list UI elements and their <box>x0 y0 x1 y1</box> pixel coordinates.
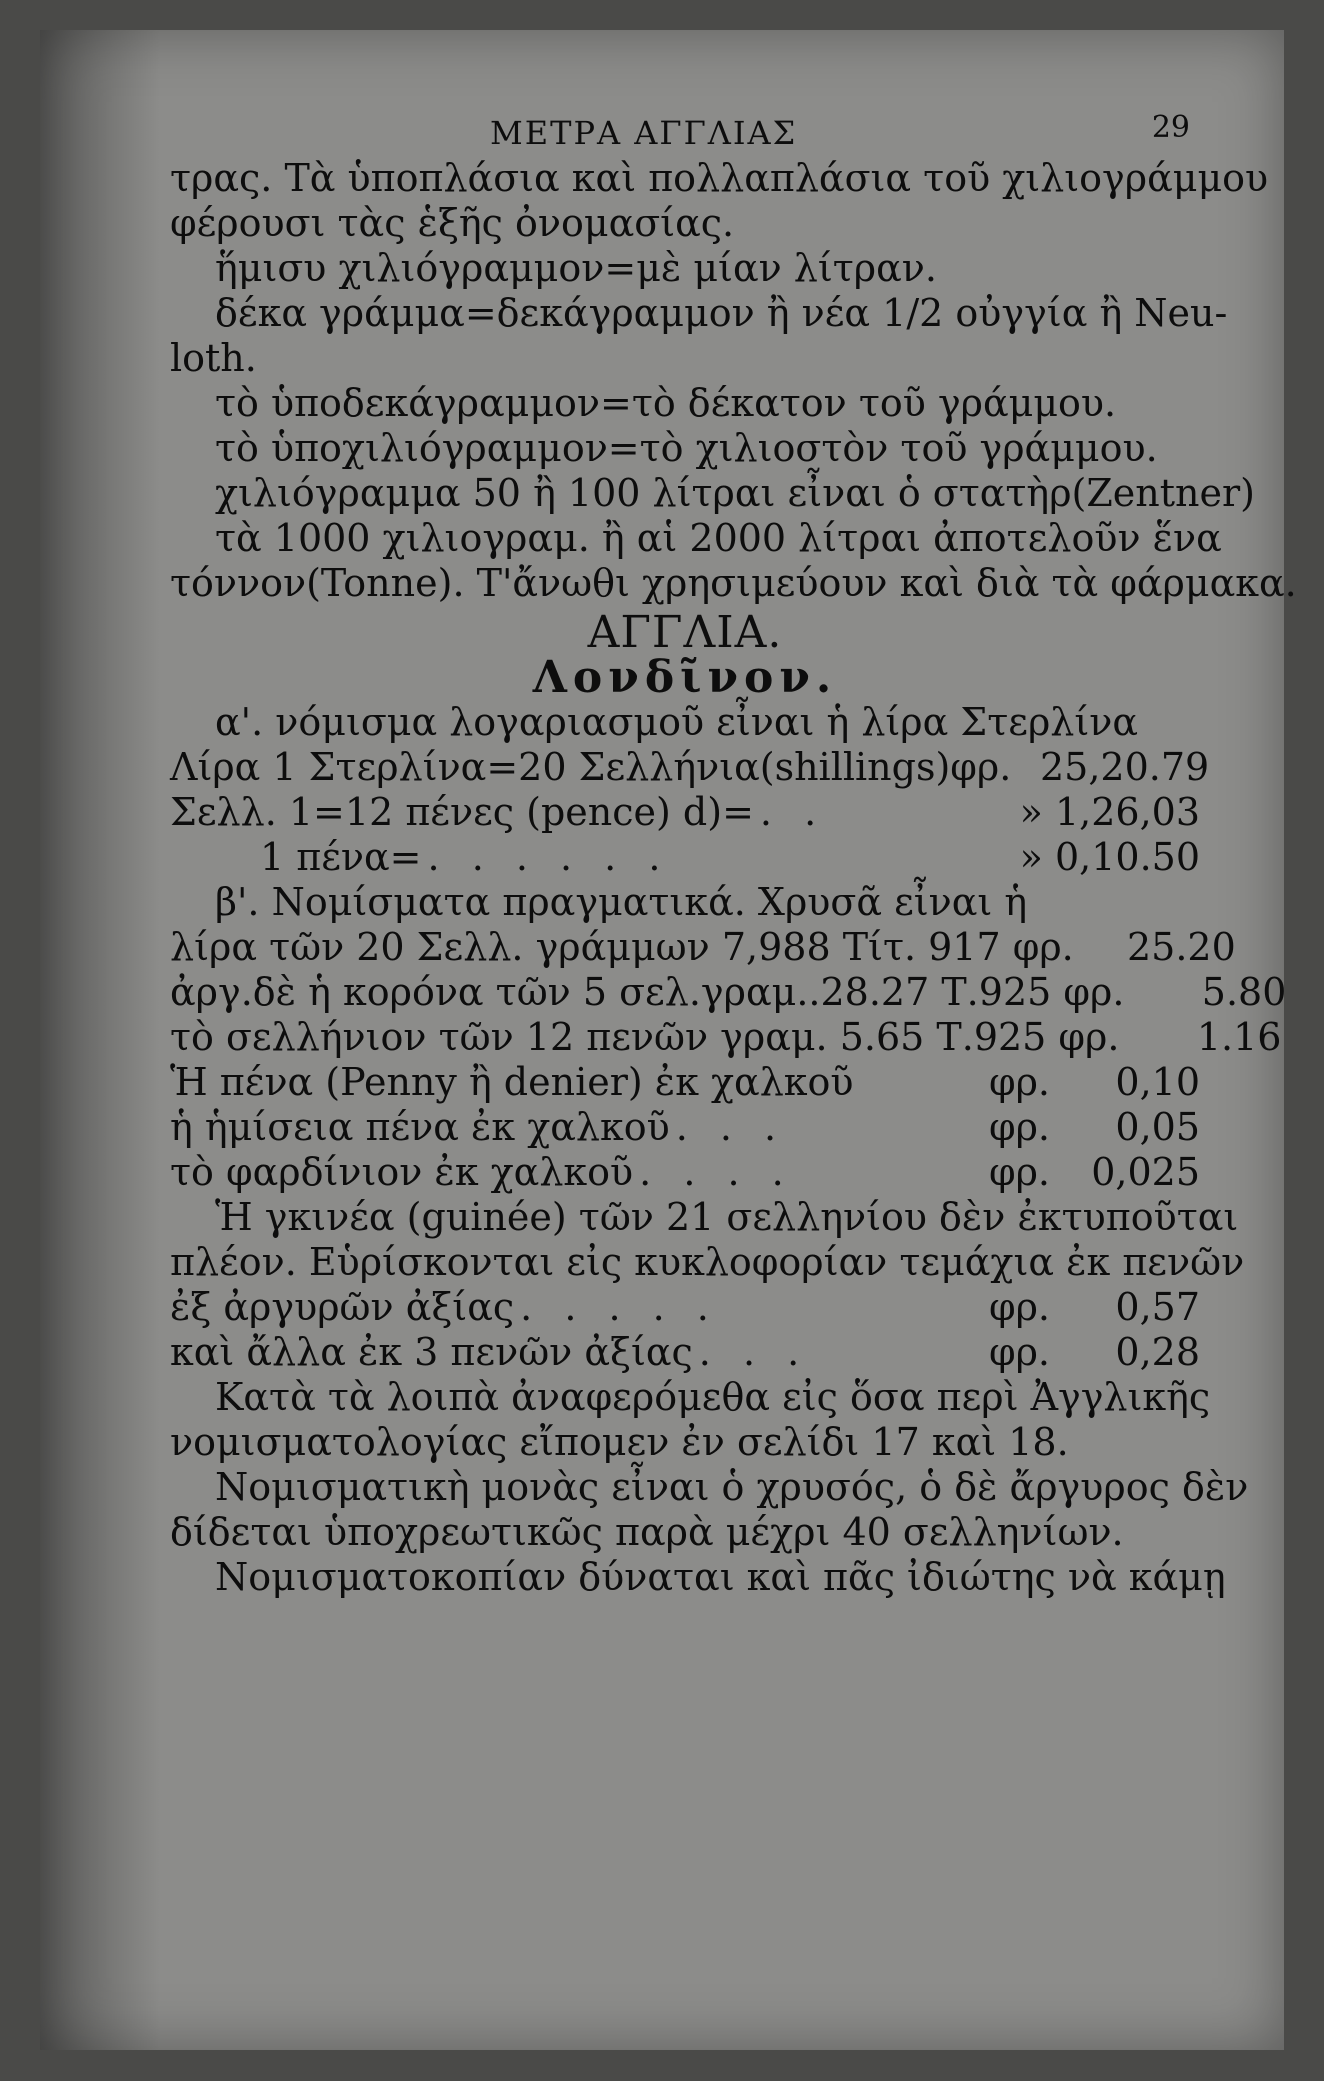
text-line: ἥμισυ χιλιόγραμμον=μὲ μίαν λίτραν. <box>215 246 937 290</box>
table-row <box>170 745 1210 790</box>
text-line: πλέον. Εὑρίσκονται εἰς κυκλοφορίαν τεμάχια ἐκ πενῶν <box>170 1240 1245 1284</box>
table-row <box>170 1285 1200 1330</box>
city-title: Λονδῖνον. <box>532 652 838 703</box>
table-row <box>170 1150 1200 1195</box>
table-row <box>170 1105 1200 1150</box>
text-line: χιλιόγραμμα 50 ἢ 100 λίτραι εἶναι ὁ στατὴρ(Zentner) <box>215 471 1255 515</box>
table-row <box>170 1330 1200 1375</box>
row-unit: φρ. <box>988 1285 1050 1329</box>
text-line: τὰ 1000 χιλιογραμ. ἢ αἱ 2000 λίτραι ἀποτελοῦν ἕνα <box>215 516 1222 560</box>
text-line: τόννον(Tonne). Τ'ἄνωθι χρησιμεύουν καὶ διὰ τὰ φάρμακα. <box>170 561 1297 605</box>
table-row <box>170 925 1236 970</box>
row-unit: φρ. <box>988 1060 1050 1104</box>
section-title: ΑΓΓΛΙΑ. <box>587 607 783 658</box>
row-value: 0,10 <box>1115 1060 1200 1104</box>
row-value: 0,025 <box>1091 1150 1200 1194</box>
page-header <box>170 90 1200 156</box>
text-line: δέκα γράμμα=δεκάγραμμον ἢ νέα 1/2 οὐγγία ἢ Neu- <box>215 291 1228 335</box>
text-line: δίδεται ὑποχρεωτικῶς παρὰ μέχρι 40 σελληνίων. <box>170 1510 1124 1554</box>
text-line: Κατὰ τὰ λοιπὰ ἀναφερόμεθα εἰς ὅσα περὶ Ἀγγλικῆς <box>215 1375 1211 1419</box>
row-value: 25.20 <box>1126 925 1236 969</box>
text-line: Νομισματικὴ μονὰς εἶναι ὁ χρυσός, ὁ δὲ ἄργυρος δὲν <box>215 1465 1249 1509</box>
row-leader-dots: . . . . . . <box>427 835 671 879</box>
row-label: Ἡ πένα (Penny ἢ denier) ἐκ χαλκοῦ <box>170 1060 854 1104</box>
text-line: τρας. Τὰ ὑποπλάσια καὶ πολλαπλάσια τοῦ χιλιογράμμου <box>170 156 1269 200</box>
row-label: τὸ φαρδίνιον ἐκ χαλκοῦ <box>170 1150 634 1194</box>
row-leader-dots: . . . <box>698 1330 810 1374</box>
row-label: καὶ ἄλλα ἐκ 3 πενῶν ἀξίας <box>170 1330 693 1374</box>
page-binding-shadow <box>40 30 160 2050</box>
book-page <box>40 30 1297 2050</box>
row-value: » 0,10.50 <box>1019 835 1200 879</box>
row-value: 5.80 <box>1201 970 1287 1014</box>
text-line: νομισματολογίας εἴπομεν ἐν σελίδι 17 καὶ 18. <box>170 1420 1069 1464</box>
row-leader-dots: . . <box>759 790 827 834</box>
row-leader-dots: . . . . <box>639 1150 794 1194</box>
table-row <box>170 1060 1200 1105</box>
row-label: 1 πένα= <box>260 835 422 879</box>
table-row <box>170 970 1287 1015</box>
text-line: loth. <box>170 336 257 380</box>
row-leader-dots: . . . <box>675 1105 787 1149</box>
row-unit: φρ. <box>988 1330 1050 1374</box>
row-unit: φρ. <box>988 1105 1050 1149</box>
text-line: τὸ ὑποχιλιόγραμμον=τὸ χιλιοστὸν τοῦ γράμμου. <box>215 426 1158 470</box>
row-label: ἡ ἡμίσεια πένα ἐκ χαλκοῦ <box>170 1105 670 1149</box>
text-line: φέρουσι τὰς ἑξῆς ὀνομασίας. <box>170 201 735 245</box>
row-value: 0,05 <box>1115 1105 1200 1149</box>
page-number: 29 <box>1151 110 1190 145</box>
row-label: Λίρα 1 Στερλίνα=20 Σελλήνια(shillings)φρ. <box>170 745 1012 789</box>
row-label: Σελλ. 1=12 πένες (pence) d)= <box>170 790 754 834</box>
text-line: Νομισματοκοπίαν δύναται καὶ πᾶς ἰδιώτης νὰ κάμῃ <box>215 1555 1226 1599</box>
row-unit: φρ. <box>988 1150 1050 1194</box>
row-leader-dots: . . . . . <box>520 1285 719 1329</box>
text-line: τὸ ὑποδεκάγραμμον=τὸ δέκατον τοῦ γράμμου. <box>215 381 1117 425</box>
row-label: τὸ σελλήνιον τῶν 12 πενῶν γραμ. 5.65 Τ.925 φρ. <box>170 1015 1120 1059</box>
row-value: 0,57 <box>1115 1285 1200 1329</box>
row-value: 1.16 <box>1196 1015 1282 1059</box>
table-row <box>170 835 1200 880</box>
row-label: ἐξ ἀργυρῶν ἀξίας <box>170 1285 515 1329</box>
row-value: 25,20.79 <box>1040 745 1210 789</box>
row-value: » 1,26,03 <box>1019 790 1200 834</box>
text-line: β'. Νομίσματα πραγματικά. Χρυσᾶ εἶναι ἡ <box>215 880 1028 924</box>
row-value: 0,28 <box>1115 1330 1200 1374</box>
table-row <box>170 1015 1282 1060</box>
table-row <box>170 790 1200 835</box>
page-content <box>170 90 1297 1600</box>
text-line: Ἡ γκινέα (guinée) τῶν 21 σελληνίου δὲν ἐκτυποῦται <box>215 1195 1239 1239</box>
text-line: α'. νόμισμα λογαριασμοῦ εἶναι ἡ λίρα Στερλίνα <box>215 700 1139 744</box>
running-title: ΜΕΤΡΑ ΑΓΓΛΙΑΣ <box>490 114 798 152</box>
row-label: ἀργ.δὲ ἡ κορόνα τῶν 5 σελ.γραμ..28.27 Τ.925 φρ. <box>170 970 1125 1014</box>
row-label: λίρα τῶν 20 Σελλ. γράμμων 7,988 Τίτ. 917 φρ. <box>170 925 1074 969</box>
